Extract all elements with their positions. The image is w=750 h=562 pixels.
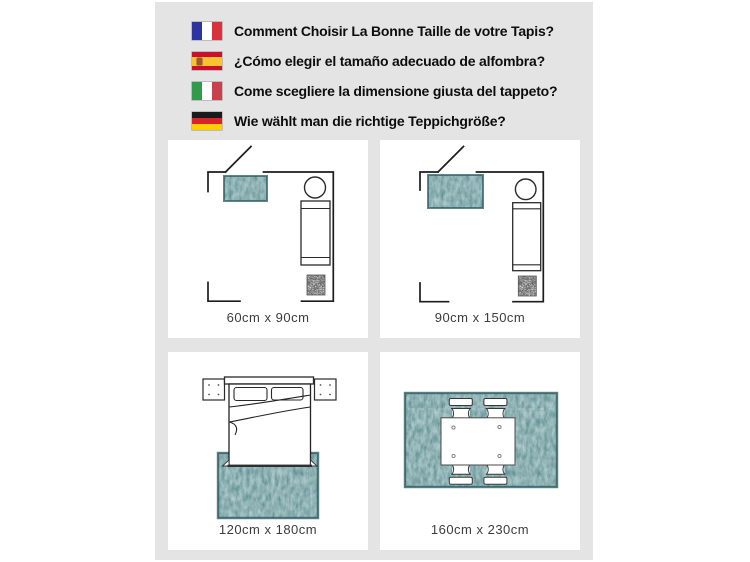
header-line-italian bbox=[192, 82, 557, 100]
rug-90x150 bbox=[428, 175, 483, 208]
nightstand-left bbox=[203, 379, 225, 400]
france-flag-icon bbox=[192, 22, 222, 40]
germany-flag-icon bbox=[192, 112, 222, 130]
header-text-german: Wie wählt man die richtige Teppichgröße? bbox=[234, 113, 506, 129]
room-plan-small-rug-drawing bbox=[168, 140, 368, 306]
pillow-right bbox=[272, 388, 304, 401]
side-table-circle bbox=[515, 179, 536, 200]
size-option-card-160x230 bbox=[380, 352, 580, 550]
sideboard bbox=[301, 201, 330, 265]
rug-size-label: 90cm x 150cm bbox=[434, 310, 526, 325]
header-text-spanish: ¿Cómo elegir el tamaño adecuado de alfombra? bbox=[234, 53, 545, 69]
rug-size-label: 120cm x 180cm bbox=[218, 522, 318, 537]
header-text-french: Comment Choisir La Bonne Taille de votre Tapis? bbox=[234, 23, 554, 39]
chair-top-left bbox=[449, 399, 472, 418]
door-swing-line bbox=[438, 147, 464, 173]
dining-set-on-rug-drawing bbox=[380, 352, 580, 492]
header-line-german bbox=[192, 112, 506, 130]
infographic-panel bbox=[155, 2, 593, 560]
rug-size-label: 60cm x 90cm bbox=[226, 310, 310, 325]
italy-flag-icon bbox=[192, 82, 222, 100]
headboard bbox=[225, 377, 314, 384]
header-line-spanish bbox=[192, 52, 545, 70]
dining-table bbox=[441, 418, 515, 465]
size-option-card-120x180 bbox=[168, 352, 368, 550]
chair-bottom-left bbox=[449, 465, 472, 484]
header-line-french bbox=[192, 22, 554, 40]
size-option-card-90x150 bbox=[380, 140, 580, 338]
size-option-card-60x90 bbox=[168, 140, 368, 338]
door-swing-line bbox=[226, 147, 252, 173]
sideboard bbox=[513, 203, 541, 271]
room-plan-medium-rug-drawing bbox=[380, 140, 580, 306]
rug-size-label: 160cm x 230cm bbox=[430, 522, 530, 537]
side-table-circle bbox=[305, 177, 326, 198]
plant-icon bbox=[307, 275, 325, 295]
rug-60x90 bbox=[224, 176, 267, 201]
spain-flag-icon bbox=[192, 52, 222, 70]
nightstand-right bbox=[315, 379, 337, 400]
header-text-italian: Come scegliere la dimensione giusta del tappeto? bbox=[234, 83, 558, 99]
bed-on-rug-drawing bbox=[168, 352, 368, 522]
plant-icon bbox=[518, 276, 536, 296]
chair-top-right bbox=[484, 399, 507, 418]
chair-bottom-right bbox=[484, 465, 507, 484]
pillow-left bbox=[234, 388, 267, 401]
